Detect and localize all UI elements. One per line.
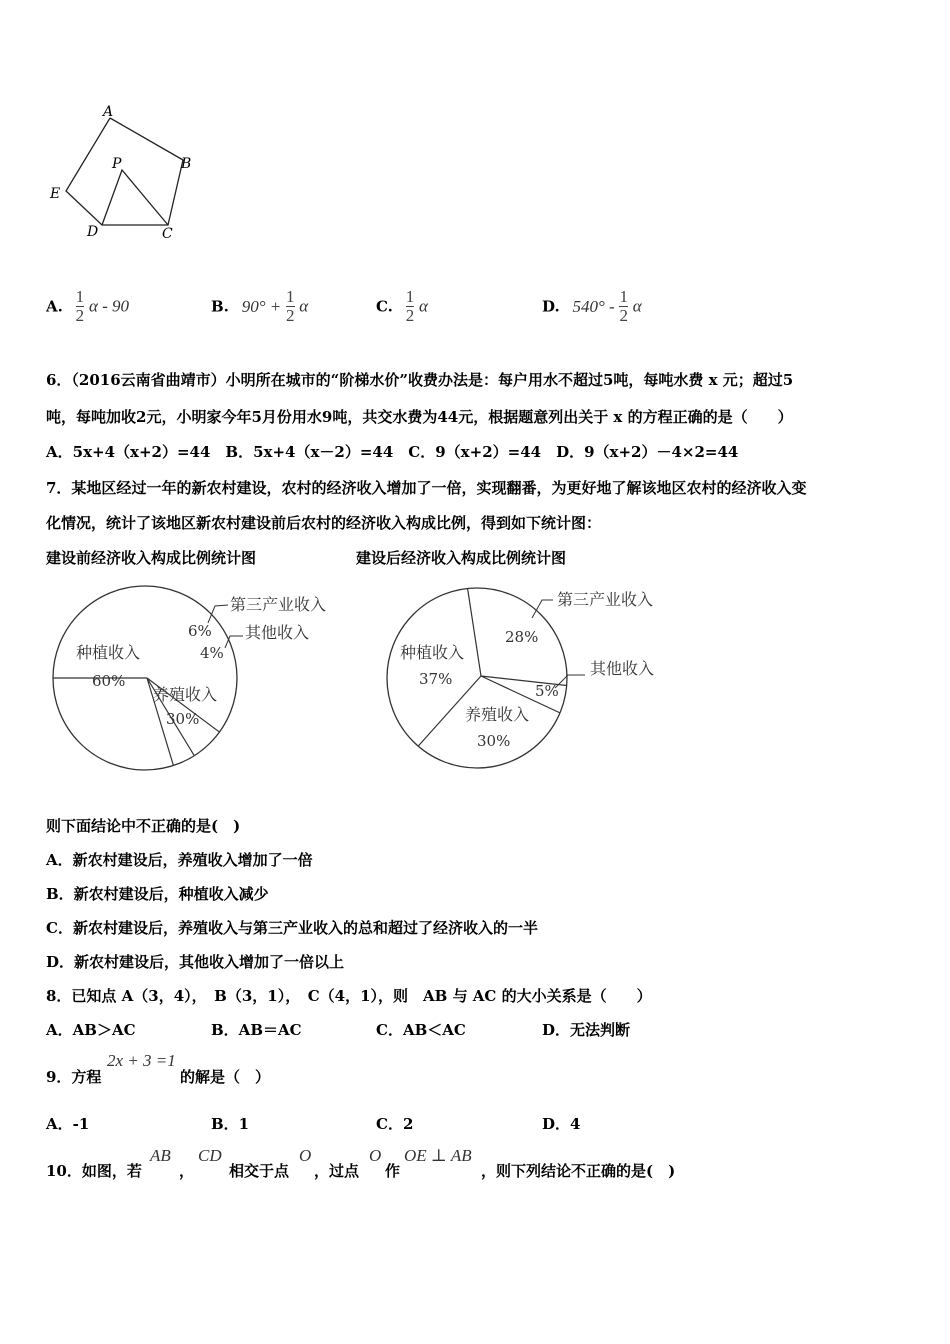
pie-chart-before (40, 578, 360, 778)
slice-value-4: 30% (166, 710, 200, 728)
q6-line2: 吨，每吨加收2元，小明家今年5月份用水9吨，共交水费为44元，根据题意列出关于 x 的方程正确的是（ ） (46, 408, 793, 426)
slice-value-4: 37% (419, 670, 453, 688)
slice-value-3: 4% (200, 644, 224, 662)
q8-option-a: A．AB＞AC (46, 1021, 136, 1039)
q10-mid3: 作 (385, 1162, 401, 1180)
slice-label-3: 养殖收入 (465, 705, 530, 724)
chart-title-after: 建设后经济收入构成比例统计图 (356, 549, 567, 567)
q9-suffix: 的解是（ ） (180, 1068, 271, 1086)
slice-value-3: 30% (477, 732, 511, 750)
q9-equation: 2x + 3 =1 (107, 1051, 176, 1070)
slice-label-3: 其他收入 (245, 623, 310, 642)
slice-label-1: 种植收入 (76, 643, 141, 662)
q8-option-b: B．AB＝AC (211, 1021, 302, 1039)
chart-title-before: 建设前经济收入构成比例统计图 (46, 549, 257, 567)
q9-option-a: A．-1 (46, 1115, 90, 1133)
q7-option-d: D．新农村建设后，其他收入增加了一倍以上 (46, 953, 345, 971)
q6-line1: 6．（2016云南省曲靖市）小明所在城市的“阶梯水价”收费办法是：每户用水不超过5吨，每吨水费 x 元；超过5 (46, 371, 794, 389)
q10-o1: O (299, 1146, 312, 1165)
label-A: A (103, 104, 114, 120)
q10-perp: OE ⊥ AB (404, 1146, 472, 1165)
q9-option-d: D．4 (542, 1115, 581, 1133)
q10-prefix: 10．如图，若 (46, 1162, 142, 1180)
q8-option-d: D．无法判断 (542, 1021, 631, 1039)
q5-option-d: D. 540° - $\frac{1}{2}$ α (542, 287, 642, 325)
label-P: P (112, 156, 122, 172)
q5-option-a: A. $\frac{1}{2}$ α - 90 (46, 287, 130, 325)
slice-value-1: 60% (92, 672, 126, 690)
q9-prefix: 9．方程 (46, 1068, 102, 1086)
slice-label-4: 种植收入 (400, 643, 465, 662)
q10-comma: ， (179, 1162, 195, 1180)
slice-value-2: 5% (535, 682, 559, 700)
q10-o2: O (369, 1146, 382, 1165)
q8-stem: 8．已知点 A（3，4）， B（3，1）， C（4，1），则 AB 与 AC 的大小关系是（ ） (46, 987, 652, 1005)
slice-label-2: 其他收入 (590, 659, 655, 678)
q7-option-c: C．新农村建设后，养殖收入与第三产业收入的总和超过了经济收入的一半 (46, 919, 538, 937)
q9-option-c: C．2 (376, 1115, 414, 1133)
slice-label-2: 第三产业收入 (230, 595, 327, 614)
leader-line-2 (555, 675, 585, 688)
label-C: C (162, 226, 173, 242)
q7-line1: 7．某地区经过一年的新农村建设，农村的经济收入增加了一倍，实现翻番，为更好地了解该地区农村的经济收入变 (46, 479, 807, 497)
q5-option-b: B. 90° + $\frac{1}{2}$ α (211, 287, 309, 325)
q10-mid1: 相交于点 (229, 1162, 290, 1180)
label-D: D (87, 224, 99, 240)
label-E: E (50, 186, 61, 202)
slice-label-4: 养殖收入 (153, 685, 218, 704)
q6-options: A．5x+4（x+2）=44 B．5x+4（x－2）=44 C．9（x+2）=44 D．9（x+2）－4×2=44 (46, 443, 739, 461)
q7-question: 则下面结论中不正确的是( ) (46, 817, 241, 835)
pentagon-figure (40, 95, 220, 245)
slice-value-1: 28% (505, 628, 539, 646)
q7-option-a: A．新农村建设后，养殖收入增加了一倍 (46, 851, 313, 869)
label-B: B (181, 156, 192, 172)
triangle-pdc (102, 170, 168, 225)
q10-mid2: ，过点 (314, 1162, 360, 1180)
q10-ab: AB (150, 1146, 171, 1165)
q10-cd: CD (198, 1146, 222, 1165)
q8-option-c: C．AB＜AC (376, 1021, 466, 1039)
q7-option-b: B．新农村建设后，种植收入减少 (46, 885, 269, 903)
pie-chart-after (385, 578, 685, 778)
pentagon-outline (66, 118, 183, 225)
pie-slice-1-edge (468, 588, 481, 676)
q7-line2: 化情况，统计了该地区新农村建设前后农村的经济收入构成比例，得到如下统计图： (46, 514, 602, 532)
slice-label-1: 第三产业收入 (557, 590, 654, 609)
q10-suffix: ，则下列结论不正确的是( ) (481, 1162, 676, 1180)
slice-value-2: 6% (188, 622, 212, 640)
q5-option-c: C. $\frac{1}{2}$ α (376, 287, 428, 325)
q9-option-b: B．1 (211, 1115, 250, 1133)
